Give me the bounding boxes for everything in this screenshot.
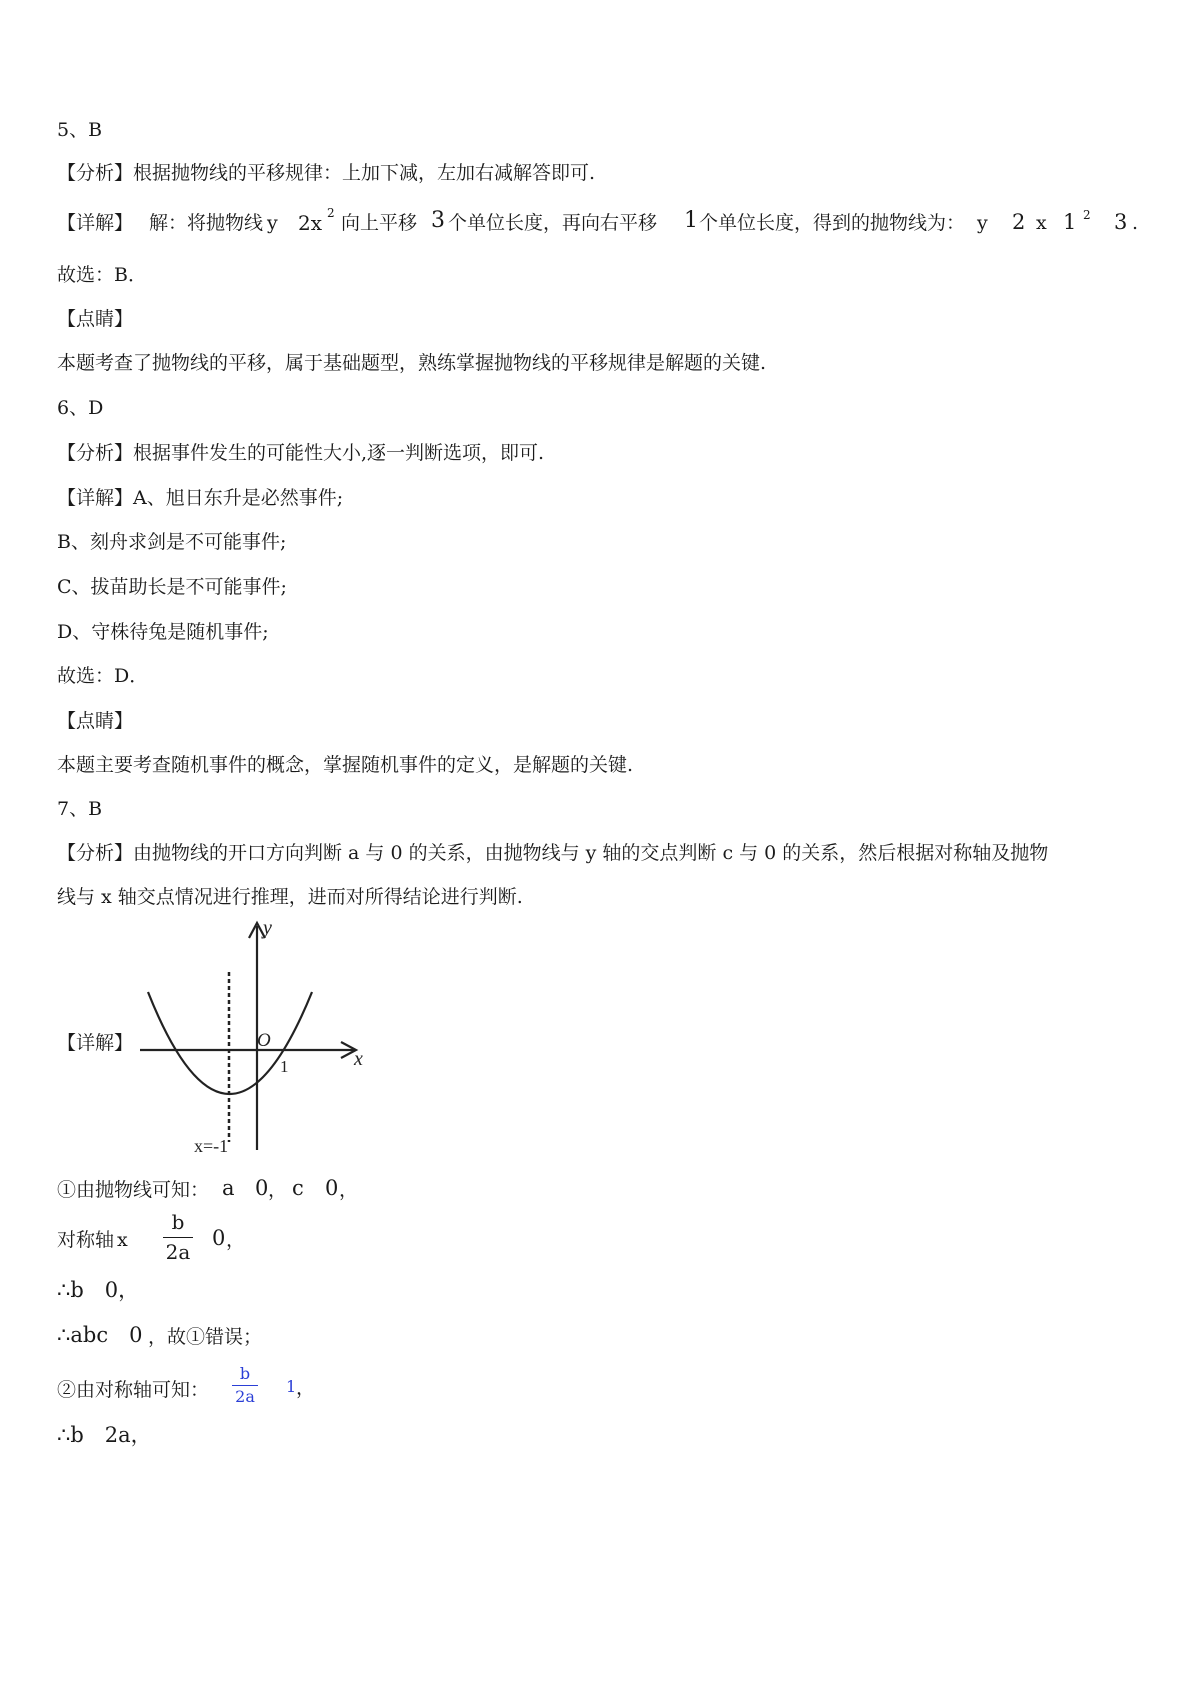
q5-detail-tag: 【详解】 [57,212,134,234]
q6-comment: 本题主要考查随机事件的概念，掌握随机事件的定义，是解题的关键. [57,754,634,776]
q7-step2-pre: 对称轴 [57,1229,115,1251]
q6-option-d: D、守株待兔是随机事件; [57,621,269,643]
q5-mid1: 向上平移 [341,212,418,234]
q7-step2-fraction [163,1210,193,1266]
q7-number: 7、B [57,798,103,820]
q5-eq1-exp: 2 [327,206,335,220]
symmetry-axis-label: x=-1 [194,1136,229,1156]
q7-step5-fraction [232,1364,258,1408]
q7-analysis-line2: 线与 x 轴交点情况进行推理，进而对所得结论进行判断. [57,886,523,908]
fraction-denominator: 2a [165,1240,191,1264]
q6-answer: 故选：D． [57,665,149,687]
q7-step4-main: ∴abc 0 [57,1323,143,1347]
q5-answer: 故选：B． [57,264,147,286]
fraction-bar [163,1237,193,1238]
q6-analysis-tag: 【分析】 [57,442,134,464]
q7-step5-one: 1 [286,1377,297,1396]
q7-step2-zero: 0 [212,1226,226,1250]
fraction-numerator: b [239,1364,251,1383]
q5-eq2-2: 2 [1012,210,1026,234]
q5-mid2: 个单位长度，再向右平移 [448,212,658,234]
q5-comment-tag: 【点睛】 [57,308,134,330]
origin-label: O [257,1030,271,1051]
q7-step2-x: x [117,1229,128,1251]
q7-detail-tag: 【详解】 [57,1032,134,1054]
q7-step1-a-zero: 0 [255,1176,269,1200]
q5-eq1-y: y [267,212,278,234]
q7-step1-end: ， [339,1179,359,1201]
q5-analysis-text: 根据抛物线的平移规律：上加下减，左加右减解答即可. [133,162,596,184]
q5-eq2-1: 1 [1063,210,1077,234]
x-axis-label: x [354,1048,363,1070]
q5-number: 5、B [57,119,103,141]
q7-step1-a: a [222,1176,235,1200]
q5-analysis-tag: 【分析】 [57,162,134,184]
q6-detail-a [57,486,343,510]
q7-analysis-tag: 【分析】 [57,842,134,864]
q5-analysis [57,161,595,185]
q6-option-b: B、刻舟求剑是不可能事件; [57,531,287,553]
parabola-graph [140,910,400,1160]
q5-n3: 3 [431,208,445,233]
q5-comment: 本题考查了抛物线的平移，属于基础题型，熟练掌握抛物线的平移规律是解题的关键. [57,352,767,374]
q5-detail-end: . [1132,212,1139,234]
q7-step5-end: ， [296,1377,316,1399]
q7-step5-pre: ②由对称轴可知： [57,1379,210,1401]
q7-step1-c-zero: 0 [325,1176,339,1200]
q6-option-a: A、旭日东升是必然事件; [133,487,344,509]
root-one-label: 1 [280,1057,289,1076]
q7-step1-comma: ， [268,1179,288,1201]
q5-detail-pre: 解：将抛物线 [149,212,264,234]
q6-option-c: C、拔苗助长是不可能事件; [57,576,287,598]
q5-n1: 1 [684,208,698,233]
q7-step1-c: c [292,1176,304,1200]
q7-analysis-line1 [57,841,1048,865]
q6-number: 6、D [57,397,104,419]
q5-eq2-exp: 2 [1083,208,1091,222]
q7-analysis-text1: 由抛物线的开口方向判断 a 与 0 的关系，由抛物线与 y 轴的交点判断 c 与 0 的关系，然后根据对称轴及抛物 [133,842,1049,864]
fraction-denominator: 2a [235,1387,255,1406]
q5-eq2-3: 3 [1114,210,1128,234]
q5-eq1-rhs: 2x [298,211,323,235]
q7-step4-end: ，故①错误； [148,1326,263,1348]
fraction-numerator: b [171,1210,185,1234]
q7-step3: ∴b 0， [57,1278,140,1302]
q5-mid3: 个单位长度，得到的抛物线为： [699,212,966,234]
q6-analysis-text: 根据事件发生的可能性大小,逐一判断选项，即可. [133,442,545,464]
q6-analysis [57,441,544,465]
q7-step1-pre: ①由抛物线可知： [57,1179,210,1201]
q6-detail-tag: 【详解】 [57,487,134,509]
q7-step6: ∴b 2a， [57,1423,152,1447]
q5-eq2-y: y [977,212,988,234]
q6-comment-tag: 【点睛】 [57,710,134,732]
q7-step2-end: ， [226,1229,246,1251]
y-axis-label: y [263,917,272,939]
q5-eq2-x: x [1036,212,1047,234]
